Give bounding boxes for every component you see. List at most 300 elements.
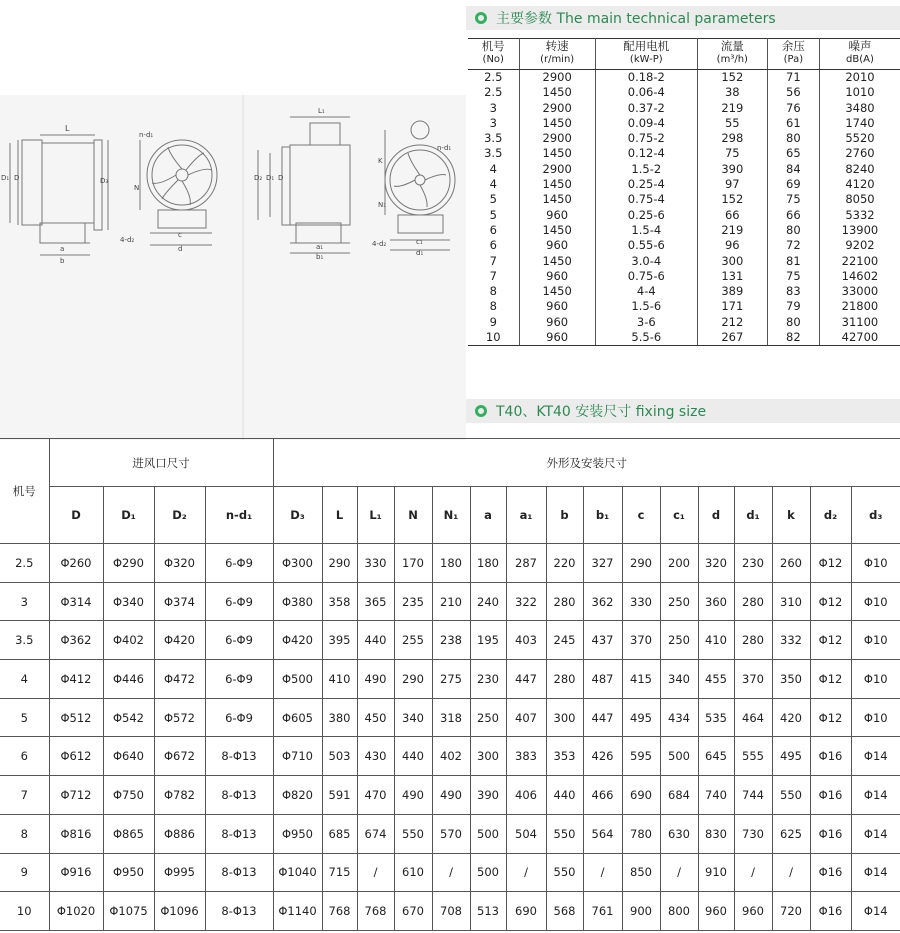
table-cell: 38 — [697, 85, 767, 100]
table-cell: 250 — [470, 698, 506, 737]
table-cell: 6 — [0, 737, 49, 776]
table-cell: 72 — [767, 238, 819, 253]
table-cell: Φ12 — [810, 621, 851, 660]
table-cell: 5520 — [845, 131, 875, 146]
table-cell: 910 — [698, 853, 734, 892]
table-cell: 84 — [767, 162, 819, 177]
table-cell: 69 — [767, 177, 819, 192]
table-cell: 33000 — [841, 284, 879, 299]
table-cell: 290 — [322, 544, 357, 583]
table-cell: 960 — [519, 269, 595, 284]
table-cell: 287 — [506, 544, 546, 583]
table-cell: Φ710 — [273, 737, 322, 776]
table-cell: 564 — [583, 814, 622, 853]
table-cell: 56 — [767, 85, 819, 100]
table-cell: 55 — [697, 116, 767, 131]
table-cell: 180 — [432, 544, 470, 583]
table-cell: 250 — [660, 582, 698, 621]
table-cell: 2900 — [519, 131, 595, 146]
table-cell: 500 — [470, 853, 506, 892]
table-cell: 8 — [468, 284, 519, 299]
table-row — [0, 698, 900, 737]
table-cell: 152 — [697, 192, 767, 207]
table-cell: 550 — [546, 853, 583, 892]
table-cell: 800 — [660, 892, 698, 931]
table-cell: 340 — [394, 698, 432, 737]
table-cell: 430 — [357, 737, 394, 776]
group-outer: 外形及安装尺寸 — [273, 439, 900, 487]
table-cell: 740 — [698, 776, 734, 815]
table-cell: 3.5 — [0, 621, 49, 660]
table-row — [0, 853, 900, 892]
table-cell: 2900 — [519, 101, 595, 116]
table-row — [468, 70, 900, 86]
table-cell: Φ1040 — [273, 853, 322, 892]
table-cell: 3-6 — [595, 315, 697, 330]
table-cell: 0.55-6 — [595, 238, 697, 253]
table-cell: 210 — [432, 582, 470, 621]
table-cell: 66 — [697, 208, 767, 223]
table-cell: Φ12 — [810, 544, 851, 583]
table-row — [468, 223, 900, 238]
table-cell: 550 — [772, 776, 810, 815]
col-header: 配用电机 — [595, 39, 697, 54]
table-cell: 200 — [660, 544, 698, 583]
table-cell: 3480 — [845, 100, 875, 115]
table-cell: 670 — [394, 892, 432, 931]
table-cell: 690 — [506, 892, 546, 931]
table-cell: 13900 — [841, 222, 879, 237]
table-cell: 410 — [322, 660, 357, 699]
table-cell: 389 — [697, 284, 767, 299]
section-header-parameters — [466, 6, 900, 30]
col-header: d₁ — [734, 487, 772, 544]
table-cell: 10 — [0, 892, 49, 931]
table-cell: 212 — [697, 315, 767, 330]
label-K: K — [378, 157, 383, 165]
table-cell: 8-Φ13 — [205, 853, 273, 892]
table-cell: 5 — [468, 192, 519, 207]
table-cell: 230 — [470, 660, 506, 699]
table-cell: Φ750 — [103, 776, 154, 815]
table-cell: Φ820 — [273, 776, 322, 815]
table-row — [0, 737, 900, 776]
table-cell: 80 — [767, 131, 819, 146]
table-cell: 761 — [583, 892, 622, 931]
col-header: k — [772, 487, 810, 544]
col-header: D₂ — [154, 487, 205, 544]
table-cell: 708 — [432, 892, 470, 931]
table-cell: Φ340 — [103, 582, 154, 621]
table-cell: 82 — [767, 330, 819, 346]
table-cell: 0.06-4 — [595, 85, 697, 100]
table-cell: 4120 — [845, 177, 875, 192]
table-cell: 720 — [772, 892, 810, 931]
table-cell: 420 — [772, 698, 810, 737]
table-cell: Φ14 — [851, 776, 900, 815]
table-cell: 380 — [322, 698, 357, 737]
table-cell: 0.09-4 — [595, 116, 697, 131]
table-cell: 1450 — [519, 116, 595, 131]
group-inlet: 进风口尺寸 — [49, 439, 273, 487]
table-cell: 535 — [698, 698, 734, 737]
col-header: 机号 — [468, 39, 519, 54]
table-cell: 402 — [432, 737, 470, 776]
table-cell: 152 — [697, 70, 767, 86]
table-cell: 360 — [698, 582, 734, 621]
table-row — [468, 192, 900, 207]
table-cell: 330 — [622, 582, 660, 621]
table-cell: 5 — [468, 208, 519, 223]
col-header: c₁ — [660, 487, 698, 544]
col-header: b — [546, 487, 583, 544]
table-cell: 71 — [767, 70, 819, 86]
col-header: a₁ — [506, 487, 546, 544]
col-header: N — [394, 487, 432, 544]
table-cell: 370 — [734, 660, 772, 699]
table-cell: 630 — [660, 814, 698, 853]
table-cell: Φ672 — [154, 737, 205, 776]
table-cell: 75 — [767, 192, 819, 207]
table-cell: 1.5-2 — [595, 162, 697, 177]
table-cell: 0.75-6 — [595, 269, 697, 284]
table-cell: 280 — [734, 621, 772, 660]
table-cell: 3 — [0, 582, 49, 621]
table-cell: 3.5 — [468, 146, 519, 161]
table-cell: 330 — [357, 544, 394, 583]
table-row — [0, 892, 900, 931]
table-cell: Φ14 — [851, 853, 900, 892]
table-cell: 440 — [394, 737, 432, 776]
table-cell: Φ16 — [810, 814, 851, 853]
label-b1: b₁ — [316, 253, 324, 261]
fixing-size-table — [0, 438, 900, 931]
table-cell: 490 — [432, 776, 470, 815]
table-cell: 96 — [697, 238, 767, 253]
label-a: a — [60, 245, 65, 253]
table-cell: 2.5 — [468, 70, 519, 86]
table-cell: 780 — [622, 814, 660, 853]
table-cell: 300 — [470, 737, 506, 776]
table-cell: 768 — [322, 892, 357, 931]
col-unit: (r/min) — [519, 53, 595, 70]
table-cell: 280 — [546, 660, 583, 699]
table-cell: 171 — [697, 299, 767, 314]
table-cell: Φ12 — [810, 582, 851, 621]
table-cell: Φ1075 — [103, 892, 154, 931]
table-cell: 610 — [394, 853, 432, 892]
table-cell: 403 — [506, 621, 546, 660]
table-cell: 466 — [583, 776, 622, 815]
col-header: N₁ — [432, 487, 470, 544]
table-cell: 238 — [432, 621, 470, 660]
col-unit: (Pa) — [767, 53, 819, 70]
table-cell: Φ512 — [49, 698, 103, 737]
table-cell: 5332 — [845, 207, 875, 222]
table-cell: 81 — [767, 254, 819, 269]
label-c: c — [178, 231, 182, 239]
table-cell: Φ16 — [810, 776, 851, 815]
col-header: b₁ — [583, 487, 622, 544]
table-cell: 260 — [772, 544, 810, 583]
table-cell: / — [660, 853, 698, 892]
table-cell: Φ14 — [851, 737, 900, 776]
table-cell: 22100 — [841, 253, 879, 268]
table-row — [468, 284, 900, 299]
table-cell: 0.75-4 — [595, 192, 697, 207]
table-cell: 80 — [767, 223, 819, 238]
label-4-d2: 4-d₂ — [120, 236, 135, 244]
table-cell: 61 — [767, 116, 819, 131]
table-cell: 1450 — [519, 284, 595, 299]
table-cell: 358 — [322, 582, 357, 621]
table-cell: 240 — [470, 582, 506, 621]
table-cell: 550 — [394, 814, 432, 853]
table-row — [0, 660, 900, 699]
table-cell: Φ712 — [49, 776, 103, 815]
label-L1: L₁ — [318, 107, 325, 115]
table-cell: 8-Φ13 — [205, 892, 273, 931]
params-header-zh — [468, 39, 900, 54]
table-cell: 500 — [470, 814, 506, 853]
col-header: D₁ — [103, 487, 154, 544]
table-row — [0, 582, 900, 621]
parameters-table — [468, 38, 900, 346]
table-cell: 960 — [519, 238, 595, 253]
table-cell: 2900 — [519, 70, 595, 86]
table-cell: 250 — [660, 621, 698, 660]
table-cell: 447 — [583, 698, 622, 737]
table-cell: 6-Φ9 — [205, 544, 273, 583]
table-cell: 1740 — [845, 115, 875, 130]
table-cell: 2900 — [519, 162, 595, 177]
table-cell: 690 — [622, 776, 660, 815]
table-cell: 960 — [519, 330, 595, 346]
label-D2: D₂ — [254, 174, 263, 182]
table-cell: Φ16 — [810, 853, 851, 892]
table-cell: 8-Φ13 — [205, 814, 273, 853]
table-row — [468, 116, 900, 131]
table-cell: 79 — [767, 299, 819, 314]
table-cell: 65 — [767, 146, 819, 161]
label-4-d2b: 4-d₂ — [372, 240, 387, 248]
sizes-group-row — [0, 439, 900, 487]
table-cell: Φ380 — [273, 582, 322, 621]
table-cell: 0.18-2 — [595, 70, 697, 86]
table-row — [468, 208, 900, 223]
table-row — [468, 146, 900, 161]
table-cell: 6-Φ9 — [205, 582, 273, 621]
table-cell: 744 — [734, 776, 772, 815]
table-row — [468, 238, 900, 253]
sizes-column-row — [0, 487, 900, 544]
table-cell: Φ816 — [49, 814, 103, 853]
col-header: L — [322, 487, 357, 544]
table-cell: Φ14 — [851, 814, 900, 853]
table-cell: 6-Φ9 — [205, 698, 273, 737]
table-cell: 1.5-4 — [595, 223, 697, 238]
table-cell: 10 — [468, 330, 519, 346]
table-cell: Φ300 — [273, 544, 322, 583]
table-cell: 390 — [697, 162, 767, 177]
table-cell: 31100 — [841, 314, 879, 329]
table-cell: Φ10 — [851, 621, 900, 660]
table-cell: 555 — [734, 737, 772, 776]
table-row — [468, 315, 900, 330]
label-d1: d₁ — [416, 249, 424, 257]
table-cell: 470 — [357, 776, 394, 815]
table-cell: 1450 — [519, 192, 595, 207]
col-header: L₁ — [357, 487, 394, 544]
table-cell: 450 — [357, 698, 394, 737]
table-row — [468, 162, 900, 177]
table-cell: 8240 — [845, 161, 875, 176]
table-cell: / — [506, 853, 546, 892]
table-cell: 591 — [322, 776, 357, 815]
table-cell: 327 — [583, 544, 622, 583]
table-cell: Φ1140 — [273, 892, 322, 931]
table-cell: Φ1020 — [49, 892, 103, 931]
table-cell: 1450 — [519, 146, 595, 161]
table-cell: 42700 — [819, 330, 900, 346]
col-header: 转速 — [519, 39, 595, 54]
table-cell: 410 — [698, 621, 734, 660]
col-header: n-d₁ — [205, 487, 273, 544]
table-cell: 322 — [506, 582, 546, 621]
table-cell: 1450 — [519, 85, 595, 100]
circle-bullet-icon — [475, 12, 487, 24]
table-cell: 4 — [468, 177, 519, 192]
table-row — [468, 330, 900, 346]
table-cell: 830 — [698, 814, 734, 853]
table-cell: 684 — [660, 776, 698, 815]
table-cell: 219 — [697, 223, 767, 238]
table-cell: 434 — [660, 698, 698, 737]
table-cell: 504 — [506, 814, 546, 853]
table-cell: / — [772, 853, 810, 892]
table-cell: 4 — [468, 162, 519, 177]
table-cell: Φ446 — [103, 660, 154, 699]
table-cell: Φ500 — [273, 660, 322, 699]
table-cell: 395 — [322, 621, 357, 660]
fan-technical-drawings — [0, 95, 466, 440]
table-cell: 513 — [470, 892, 506, 931]
table-cell: 383 — [506, 737, 546, 776]
table-cell: Φ782 — [154, 776, 205, 815]
table-cell: 75 — [767, 269, 819, 284]
table-cell: Φ916 — [49, 853, 103, 892]
table-cell: 437 — [583, 621, 622, 660]
table-cell: 960 — [734, 892, 772, 931]
table-cell: 195 — [470, 621, 506, 660]
table-cell: 2.5 — [0, 544, 49, 583]
table-cell: / — [432, 853, 470, 892]
params-body — [468, 70, 900, 346]
table-cell: 6-Φ9 — [205, 660, 273, 699]
table-cell: 3 — [468, 101, 519, 116]
table-cell: Φ290 — [103, 544, 154, 583]
table-cell: / — [734, 853, 772, 892]
table-row — [0, 776, 900, 815]
label-D3: D₃ — [100, 177, 109, 185]
table-cell: 7 — [468, 254, 519, 269]
table-cell: Φ374 — [154, 582, 205, 621]
table-cell: 370 — [622, 621, 660, 660]
table-row — [468, 131, 900, 146]
label-n-d1: n-d₁ — [139, 131, 154, 139]
table-cell: 645 — [698, 737, 734, 776]
table-cell: 550 — [546, 814, 583, 853]
label-N: N — [134, 184, 140, 192]
table-cell: Φ640 — [103, 737, 154, 776]
col-unit: (No) — [468, 53, 519, 70]
table-cell: 2.5 — [468, 85, 519, 100]
table-cell: 0.12-4 — [595, 146, 697, 161]
col-header: 余压 — [767, 39, 819, 54]
table-cell: 960 — [698, 892, 734, 931]
table-cell: 9 — [468, 315, 519, 330]
table-cell: Φ14 — [851, 892, 900, 931]
table-cell: 80 — [767, 315, 819, 330]
table-row — [0, 814, 900, 853]
col-unit: (m³/h) — [697, 53, 767, 70]
circle-bullet-icon — [475, 405, 487, 417]
table-cell: 75 — [697, 146, 767, 161]
table-cell: Φ260 — [49, 544, 103, 583]
table-cell: 495 — [772, 737, 810, 776]
table-row — [468, 177, 900, 192]
table-cell: 365 — [357, 582, 394, 621]
label-b: b — [60, 257, 65, 265]
col-header: D — [49, 487, 103, 544]
table-cell: Φ542 — [103, 698, 154, 737]
table-cell: Φ314 — [49, 582, 103, 621]
table-cell: 440 — [357, 621, 394, 660]
table-cell: 66 — [767, 208, 819, 223]
table-cell: 960 — [519, 208, 595, 223]
sizes-body — [0, 544, 900, 931]
table-cell: Φ950 — [103, 853, 154, 892]
section-title: T40、KT40 安装尺寸 fixing size — [496, 404, 707, 420]
table-cell: 8-Φ13 — [205, 776, 273, 815]
table-cell: 407 — [506, 698, 546, 737]
col-header: d₂ — [810, 487, 851, 544]
table-cell: Φ10 — [851, 698, 900, 737]
table-cell: Φ995 — [154, 853, 205, 892]
table-cell: 255 — [394, 621, 432, 660]
table-cell: 97 — [697, 177, 767, 192]
label-L: L — [65, 124, 70, 133]
table-cell: 131 — [697, 269, 767, 284]
table-cell: Φ12 — [810, 698, 851, 737]
table-cell: 495 — [622, 698, 660, 737]
table-cell: 0.25-4 — [595, 177, 697, 192]
table-cell: Φ12 — [810, 660, 851, 699]
table-cell: 220 — [546, 544, 583, 583]
label-Db: D — [278, 174, 284, 182]
table-cell: 280 — [734, 582, 772, 621]
col-unit: dB(A) — [819, 53, 900, 70]
table-cell: 685 — [322, 814, 357, 853]
table-row — [468, 101, 900, 116]
col-header: 流量 — [697, 39, 767, 54]
table-cell: 0.37-2 — [595, 101, 697, 116]
table-cell: 2760 — [845, 146, 875, 161]
table-cell: Φ865 — [103, 814, 154, 853]
table-cell: 447 — [506, 660, 546, 699]
table-cell: 674 — [357, 814, 394, 853]
table-cell: 320 — [698, 544, 734, 583]
